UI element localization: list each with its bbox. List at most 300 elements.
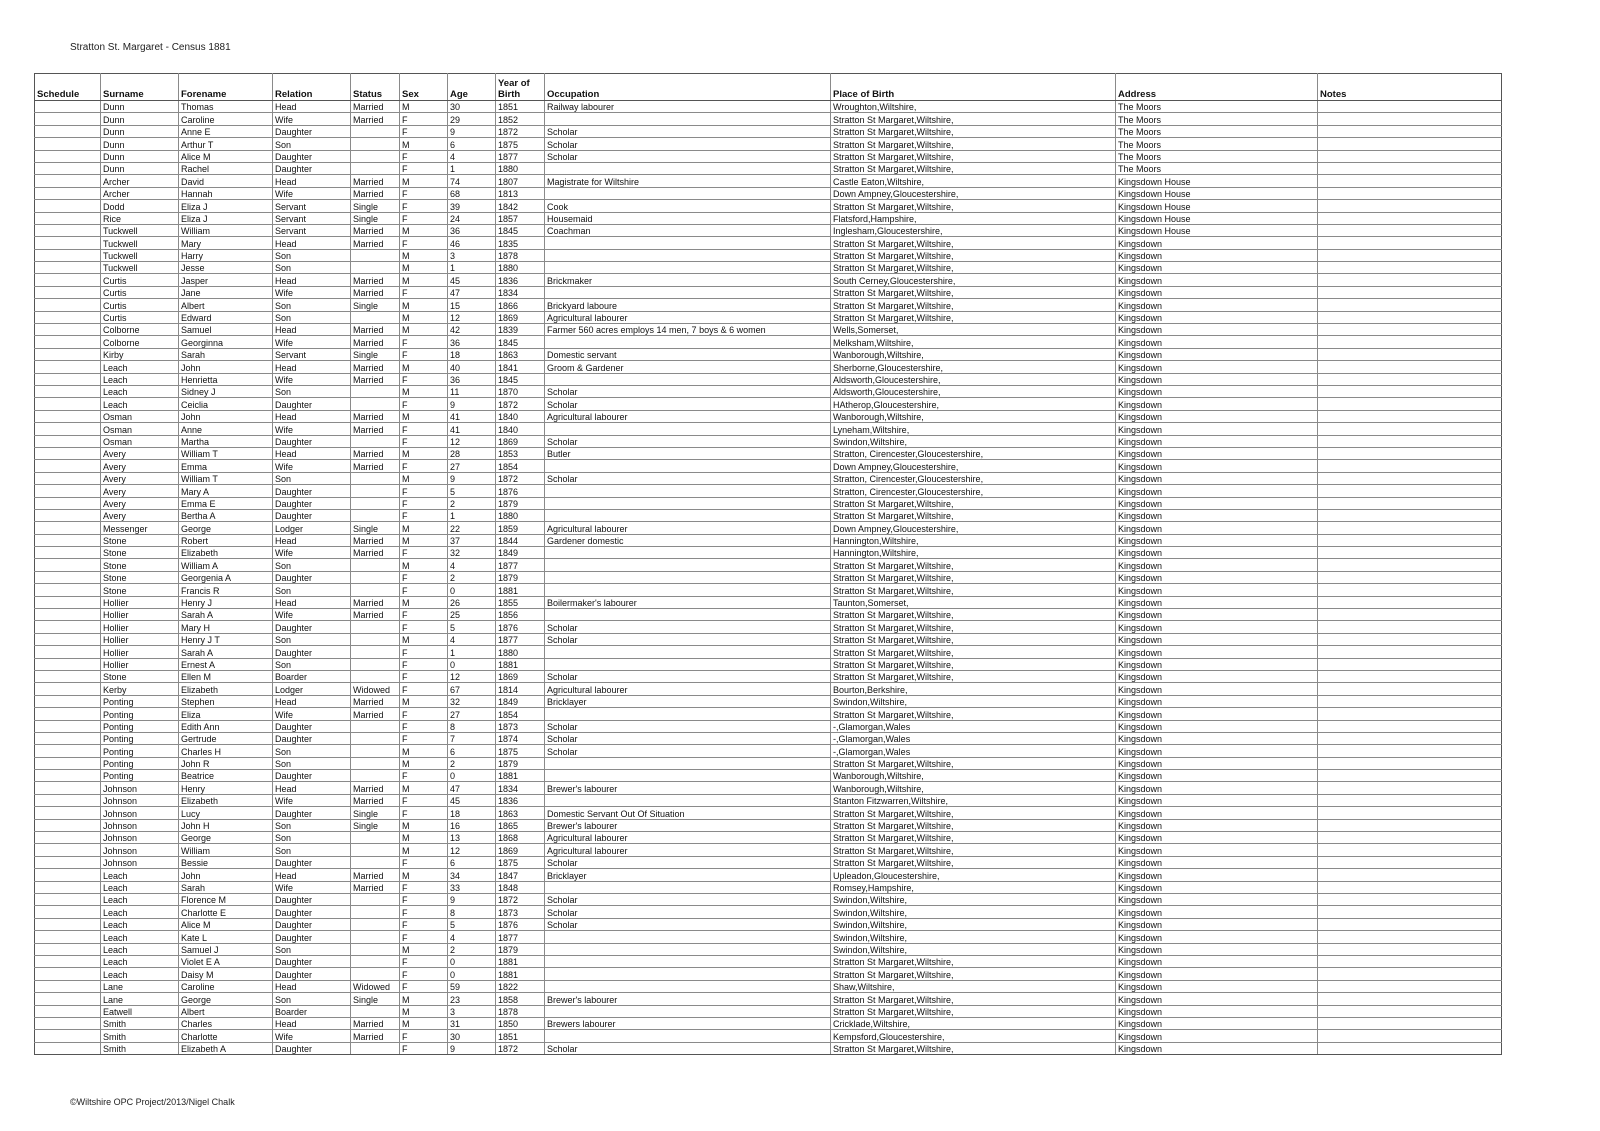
table-row xyxy=(35,348,1502,360)
age-cell: 47 xyxy=(448,286,496,298)
table-row xyxy=(35,881,1502,893)
age-cell: 6 xyxy=(448,856,496,868)
status-cell: Married xyxy=(351,1017,400,1029)
place-of-birth-cell: Hannington,Wiltshire, xyxy=(831,547,1116,559)
sex-cell: F xyxy=(400,125,448,137)
age-cell: 5 xyxy=(448,621,496,633)
notes-cell xyxy=(1318,348,1502,360)
schedule-cell xyxy=(35,596,101,608)
forename-cell: Arthur T xyxy=(179,138,273,150)
year-of-birth-cell: 1870 xyxy=(496,385,545,397)
surname-cell: Archer xyxy=(101,187,179,199)
relation-cell: Daughter xyxy=(273,968,351,980)
place-of-birth-cell: -,Glamorgan,Wales xyxy=(831,720,1116,732)
table-row xyxy=(35,732,1502,744)
surname-cell: Hollier xyxy=(101,621,179,633)
surname-cell: Tuckwell xyxy=(101,249,179,261)
year-of-birth-cell: 1875 xyxy=(496,745,545,757)
status-cell: Married xyxy=(351,237,400,249)
schedule-cell xyxy=(35,980,101,992)
relation-cell: Head xyxy=(273,1017,351,1029)
column-header-relation: Relation xyxy=(273,74,351,101)
address-cell: Kingsdown xyxy=(1116,336,1318,348)
relation-cell: Daughter xyxy=(273,770,351,782)
status-cell: Married xyxy=(351,361,400,373)
address-cell: Kingsdown xyxy=(1116,807,1318,819)
schedule-cell xyxy=(35,609,101,621)
year-of-birth-cell: 1873 xyxy=(496,720,545,732)
relation-cell: Head xyxy=(273,274,351,286)
table-row xyxy=(35,894,1502,906)
surname-cell: Leach xyxy=(101,955,179,967)
sex-cell: M xyxy=(400,757,448,769)
status-cell: Married xyxy=(351,286,400,298)
status-cell: Married xyxy=(351,175,400,187)
surname-cell: Hollier xyxy=(101,633,179,645)
relation-cell: Daughter xyxy=(273,646,351,658)
address-cell: Kingsdown xyxy=(1116,993,1318,1005)
notes-cell xyxy=(1318,509,1502,521)
address-cell: Kingsdown xyxy=(1116,646,1318,658)
notes-cell xyxy=(1318,918,1502,930)
surname-cell: Stone xyxy=(101,571,179,583)
occupation-cell xyxy=(545,881,831,893)
relation-cell: Daughter xyxy=(273,150,351,162)
occupation-cell xyxy=(545,547,831,559)
place-of-birth-cell: Stratton St Margaret,Wiltshire, xyxy=(831,559,1116,571)
forename-cell: Daisy M xyxy=(179,968,273,980)
age-cell: 9 xyxy=(448,894,496,906)
notes-cell xyxy=(1318,794,1502,806)
table-row xyxy=(35,150,1502,162)
address-cell: Kingsdown xyxy=(1116,683,1318,695)
address-cell: Kingsdown xyxy=(1116,423,1318,435)
year-of-birth-cell: 1872 xyxy=(496,398,545,410)
place-of-birth-cell: Stratton St Margaret,Wiltshire, xyxy=(831,621,1116,633)
sex-cell: M xyxy=(400,385,448,397)
status-cell xyxy=(351,832,400,844)
place-of-birth-cell: Stratton St Margaret,Wiltshire, xyxy=(831,819,1116,831)
place-of-birth-cell: HAtherop,Gloucestershire, xyxy=(831,398,1116,410)
table-row xyxy=(35,200,1502,212)
relation-cell: Servant xyxy=(273,224,351,236)
age-cell: 40 xyxy=(448,361,496,373)
occupation-cell: Scholar xyxy=(545,398,831,410)
year-of-birth-cell: 1877 xyxy=(496,633,545,645)
forename-cell: Albert xyxy=(179,299,273,311)
place-of-birth-cell: Stratton St Margaret,Wiltshire, xyxy=(831,609,1116,621)
surname-cell: Curtis xyxy=(101,286,179,298)
schedule-cell xyxy=(35,274,101,286)
occupation-cell: Scholar xyxy=(545,138,831,150)
schedule-cell xyxy=(35,894,101,906)
sex-cell: F xyxy=(400,683,448,695)
place-of-birth-cell: Down Ampney,Gloucestershire, xyxy=(831,460,1116,472)
relation-cell: Lodger xyxy=(273,522,351,534)
notes-cell xyxy=(1318,757,1502,769)
year-of-birth-cell: 1872 xyxy=(496,472,545,484)
relation-cell: Daughter xyxy=(273,807,351,819)
surname-cell: Kerby xyxy=(101,683,179,695)
schedule-cell xyxy=(35,113,101,125)
footer-credit: ©Wiltshire OPC Project/2013/Nigel Chalk xyxy=(70,1097,235,1107)
forename-cell: George xyxy=(179,832,273,844)
forename-cell: George xyxy=(179,522,273,534)
status-cell xyxy=(351,943,400,955)
schedule-cell xyxy=(35,1005,101,1017)
age-cell: 1 xyxy=(448,646,496,658)
table-row xyxy=(35,1030,1502,1042)
address-cell: Kingsdown xyxy=(1116,881,1318,893)
surname-cell: Smith xyxy=(101,1042,179,1054)
address-cell: Kingsdown xyxy=(1116,745,1318,757)
sex-cell: M xyxy=(400,138,448,150)
address-cell: Kingsdown xyxy=(1116,361,1318,373)
table-row xyxy=(35,534,1502,546)
occupation-cell: Brewers labourer xyxy=(545,1017,831,1029)
notes-cell xyxy=(1318,819,1502,831)
age-cell: 37 xyxy=(448,534,496,546)
relation-cell: Daughter xyxy=(273,906,351,918)
occupation-cell xyxy=(545,757,831,769)
address-cell: Kingsdown xyxy=(1116,943,1318,955)
age-cell: 12 xyxy=(448,844,496,856)
address-cell: Kingsdown xyxy=(1116,670,1318,682)
table-row xyxy=(35,943,1502,955)
notes-cell xyxy=(1318,770,1502,782)
year-of-birth-cell: 1836 xyxy=(496,274,545,286)
notes-cell xyxy=(1318,175,1502,187)
table-row xyxy=(35,609,1502,621)
schedule-cell xyxy=(35,993,101,1005)
place-of-birth-cell: Stratton St Margaret,Wiltshire, xyxy=(831,993,1116,1005)
occupation-cell xyxy=(545,423,831,435)
sex-cell: F xyxy=(400,1042,448,1054)
occupation-cell: Scholar xyxy=(545,125,831,137)
forename-cell: Mary A xyxy=(179,485,273,497)
surname-cell: Tuckwell xyxy=(101,262,179,274)
table-row xyxy=(35,856,1502,868)
header-row xyxy=(35,74,1502,101)
age-cell: 13 xyxy=(448,832,496,844)
sex-cell: F xyxy=(400,460,448,472)
forename-cell: Ernest A xyxy=(179,658,273,670)
forename-cell: Sarah A xyxy=(179,646,273,658)
sex-cell: M xyxy=(400,633,448,645)
occupation-cell: Brewer's labourer xyxy=(545,782,831,794)
schedule-cell xyxy=(35,770,101,782)
address-cell: Kingsdown xyxy=(1116,1017,1318,1029)
year-of-birth-cell: 1849 xyxy=(496,695,545,707)
year-of-birth-cell: 1856 xyxy=(496,609,545,621)
address-cell: Kingsdown xyxy=(1116,237,1318,249)
age-cell: 6 xyxy=(448,745,496,757)
surname-cell: Hollier xyxy=(101,609,179,621)
table-row xyxy=(35,832,1502,844)
relation-cell: Wife xyxy=(273,187,351,199)
column-header-schedule: Schedule xyxy=(35,74,101,101)
notes-cell xyxy=(1318,658,1502,670)
column-header-sex: Sex xyxy=(400,74,448,101)
age-cell: 24 xyxy=(448,212,496,224)
address-cell: Kingsdown xyxy=(1116,299,1318,311)
address-cell: Kingsdown xyxy=(1116,894,1318,906)
forename-cell: Emma xyxy=(179,460,273,472)
address-cell: The Moors xyxy=(1116,125,1318,137)
table-row xyxy=(35,770,1502,782)
schedule-cell xyxy=(35,819,101,831)
relation-cell: Son xyxy=(273,993,351,1005)
census-table-body xyxy=(35,101,1502,1055)
place-of-birth-cell: Stratton St Margaret,Wiltshire, xyxy=(831,832,1116,844)
year-of-birth-cell: 1872 xyxy=(496,125,545,137)
schedule-cell xyxy=(35,646,101,658)
year-of-birth-cell: 1869 xyxy=(496,844,545,856)
notes-cell xyxy=(1318,1005,1502,1017)
year-of-birth-cell: 1879 xyxy=(496,497,545,509)
forename-cell: Charles H xyxy=(179,745,273,757)
address-cell: Kingsdown xyxy=(1116,832,1318,844)
year-of-birth-cell: 1868 xyxy=(496,832,545,844)
occupation-cell: Scholar xyxy=(545,150,831,162)
schedule-cell xyxy=(35,720,101,732)
sex-cell: F xyxy=(400,237,448,249)
relation-cell: Daughter xyxy=(273,856,351,868)
age-cell: 3 xyxy=(448,1005,496,1017)
age-cell: 47 xyxy=(448,782,496,794)
status-cell: Married xyxy=(351,324,400,336)
address-cell: Kingsdown xyxy=(1116,534,1318,546)
age-cell: 0 xyxy=(448,584,496,596)
table-row xyxy=(35,435,1502,447)
notes-cell xyxy=(1318,162,1502,174)
address-cell: Kingsdown xyxy=(1116,856,1318,868)
notes-cell xyxy=(1318,299,1502,311)
year-of-birth-cell: 1854 xyxy=(496,708,545,720)
sex-cell: F xyxy=(400,336,448,348)
year-of-birth-cell: 1840 xyxy=(496,410,545,422)
place-of-birth-cell: Stratton St Margaret,Wiltshire, xyxy=(831,200,1116,212)
age-cell: 36 xyxy=(448,373,496,385)
table-row xyxy=(35,571,1502,583)
forename-cell: William T xyxy=(179,447,273,459)
schedule-cell xyxy=(35,918,101,930)
forename-cell: Eliza J xyxy=(179,200,273,212)
relation-cell: Wife xyxy=(273,113,351,125)
relation-cell: Son xyxy=(273,138,351,150)
place-of-birth-cell: Castle Eaton,Wiltshire, xyxy=(831,175,1116,187)
year-of-birth-cell: 1879 xyxy=(496,943,545,955)
relation-cell: Wife xyxy=(273,609,351,621)
table-row xyxy=(35,807,1502,819)
year-of-birth-cell: 1881 xyxy=(496,955,545,967)
table-row xyxy=(35,373,1502,385)
notes-cell xyxy=(1318,497,1502,509)
occupation-cell: Agricultural labourer xyxy=(545,410,831,422)
sex-cell: F xyxy=(400,708,448,720)
age-cell: 67 xyxy=(448,683,496,695)
table-row xyxy=(35,385,1502,397)
forename-cell: Charles xyxy=(179,1017,273,1029)
place-of-birth-cell: Stratton St Margaret,Wiltshire, xyxy=(831,1005,1116,1017)
sex-cell: F xyxy=(400,968,448,980)
year-of-birth-cell: 1850 xyxy=(496,1017,545,1029)
surname-cell: Dunn xyxy=(101,101,179,113)
sex-cell: F xyxy=(400,918,448,930)
forename-cell: Stephen xyxy=(179,695,273,707)
schedule-cell xyxy=(35,658,101,670)
place-of-birth-cell: Stratton, Cirencester,Gloucestershire, xyxy=(831,472,1116,484)
address-cell: Kingsdown xyxy=(1116,311,1318,323)
status-cell xyxy=(351,918,400,930)
address-cell: Kingsdown xyxy=(1116,819,1318,831)
age-cell: 27 xyxy=(448,460,496,472)
place-of-birth-cell: Inglesham,Gloucestershire, xyxy=(831,224,1116,236)
table-row xyxy=(35,1042,1502,1054)
year-of-birth-cell: 1836 xyxy=(496,794,545,806)
relation-cell: Head xyxy=(273,175,351,187)
sex-cell: M xyxy=(400,224,448,236)
surname-cell: Avery xyxy=(101,460,179,472)
sex-cell: M xyxy=(400,596,448,608)
table-row xyxy=(35,113,1502,125)
sex-cell: M xyxy=(400,844,448,856)
notes-cell xyxy=(1318,460,1502,472)
year-of-birth-cell: 1857 xyxy=(496,212,545,224)
occupation-cell xyxy=(545,646,831,658)
place-of-birth-cell: Sherborne,Gloucestershire, xyxy=(831,361,1116,373)
year-of-birth-cell: 1881 xyxy=(496,584,545,596)
surname-cell: Eatwell xyxy=(101,1005,179,1017)
year-of-birth-cell: 1863 xyxy=(496,348,545,360)
surname-cell: Dunn xyxy=(101,113,179,125)
forename-cell: Samuel J xyxy=(179,943,273,955)
status-cell: Single xyxy=(351,348,400,360)
forename-cell: Sidney J xyxy=(179,385,273,397)
notes-cell xyxy=(1318,943,1502,955)
table-row xyxy=(35,138,1502,150)
status-cell xyxy=(351,1042,400,1054)
occupation-cell: Scholar xyxy=(545,720,831,732)
relation-cell: Son xyxy=(273,832,351,844)
age-cell: 9 xyxy=(448,125,496,137)
notes-cell xyxy=(1318,385,1502,397)
column-header-year-of-birth: Year of Birth xyxy=(496,74,545,101)
schedule-cell xyxy=(35,584,101,596)
sex-cell: M xyxy=(400,262,448,274)
place-of-birth-cell: Stratton St Margaret,Wiltshire, xyxy=(831,125,1116,137)
year-of-birth-cell: 1865 xyxy=(496,819,545,831)
status-cell: Married xyxy=(351,881,400,893)
address-cell: Kingsdown xyxy=(1116,931,1318,943)
relation-cell: Wife xyxy=(273,547,351,559)
sex-cell: M xyxy=(400,1017,448,1029)
address-cell: Kingsdown xyxy=(1116,869,1318,881)
forename-cell: William xyxy=(179,844,273,856)
surname-cell: Hollier xyxy=(101,596,179,608)
place-of-birth-cell: Lyneham,Wiltshire, xyxy=(831,423,1116,435)
schedule-cell xyxy=(35,212,101,224)
table-row xyxy=(35,336,1502,348)
occupation-cell xyxy=(545,1005,831,1017)
address-cell: Kingsdown xyxy=(1116,794,1318,806)
relation-cell: Head xyxy=(273,534,351,546)
address-cell: Kingsdown xyxy=(1116,460,1318,472)
table-row xyxy=(35,249,1502,261)
schedule-cell xyxy=(35,472,101,484)
year-of-birth-cell: 1874 xyxy=(496,732,545,744)
surname-cell: Tuckwell xyxy=(101,224,179,236)
forename-cell: Alice M xyxy=(179,918,273,930)
surname-cell: Ponting xyxy=(101,732,179,744)
occupation-cell: Bricklayer xyxy=(545,869,831,881)
notes-cell xyxy=(1318,224,1502,236)
table-row xyxy=(35,745,1502,757)
year-of-birth-cell: 1878 xyxy=(496,1005,545,1017)
notes-cell xyxy=(1318,832,1502,844)
address-cell: Kingsdown xyxy=(1116,348,1318,360)
table-row xyxy=(35,683,1502,695)
forename-cell: Elizabeth A xyxy=(179,1042,273,1054)
surname-cell: Leach xyxy=(101,968,179,980)
relation-cell: Head xyxy=(273,447,351,459)
age-cell: 36 xyxy=(448,336,496,348)
surname-cell: Johnson xyxy=(101,856,179,868)
address-cell: Kingsdown xyxy=(1116,447,1318,459)
sex-cell: F xyxy=(400,423,448,435)
relation-cell: Son xyxy=(273,844,351,856)
address-cell: Kingsdown xyxy=(1116,906,1318,918)
address-cell: Kingsdown xyxy=(1116,324,1318,336)
surname-cell: Ponting xyxy=(101,757,179,769)
age-cell: 0 xyxy=(448,770,496,782)
notes-cell xyxy=(1318,906,1502,918)
place-of-birth-cell: Stratton St Margaret,Wiltshire, xyxy=(831,237,1116,249)
sex-cell: F xyxy=(400,658,448,670)
age-cell: 2 xyxy=(448,571,496,583)
notes-cell xyxy=(1318,200,1502,212)
schedule-cell xyxy=(35,955,101,967)
year-of-birth-cell: 1813 xyxy=(496,187,545,199)
place-of-birth-cell: Stratton St Margaret,Wiltshire, xyxy=(831,571,1116,583)
occupation-cell: Boilermaker's labourer xyxy=(545,596,831,608)
address-cell: Kingsdown xyxy=(1116,955,1318,967)
status-cell: Married xyxy=(351,609,400,621)
occupation-cell: Agricultural labourer xyxy=(545,683,831,695)
schedule-cell xyxy=(35,447,101,459)
status-cell: Married xyxy=(351,534,400,546)
status-cell: Single xyxy=(351,993,400,1005)
schedule-cell xyxy=(35,708,101,720)
table-row xyxy=(35,274,1502,286)
notes-cell xyxy=(1318,683,1502,695)
relation-cell: Head xyxy=(273,980,351,992)
status-cell: Married xyxy=(351,447,400,459)
table-row xyxy=(35,324,1502,336)
relation-cell: Servant xyxy=(273,200,351,212)
year-of-birth-cell: 1822 xyxy=(496,980,545,992)
notes-cell xyxy=(1318,423,1502,435)
notes-cell xyxy=(1318,894,1502,906)
place-of-birth-cell: Aldsworth,Gloucestershire, xyxy=(831,385,1116,397)
status-cell: Married xyxy=(351,336,400,348)
table-row xyxy=(35,584,1502,596)
address-cell: Kingsdown xyxy=(1116,1042,1318,1054)
forename-cell: John H xyxy=(179,819,273,831)
age-cell: 29 xyxy=(448,113,496,125)
notes-cell xyxy=(1318,113,1502,125)
sex-cell: F xyxy=(400,113,448,125)
